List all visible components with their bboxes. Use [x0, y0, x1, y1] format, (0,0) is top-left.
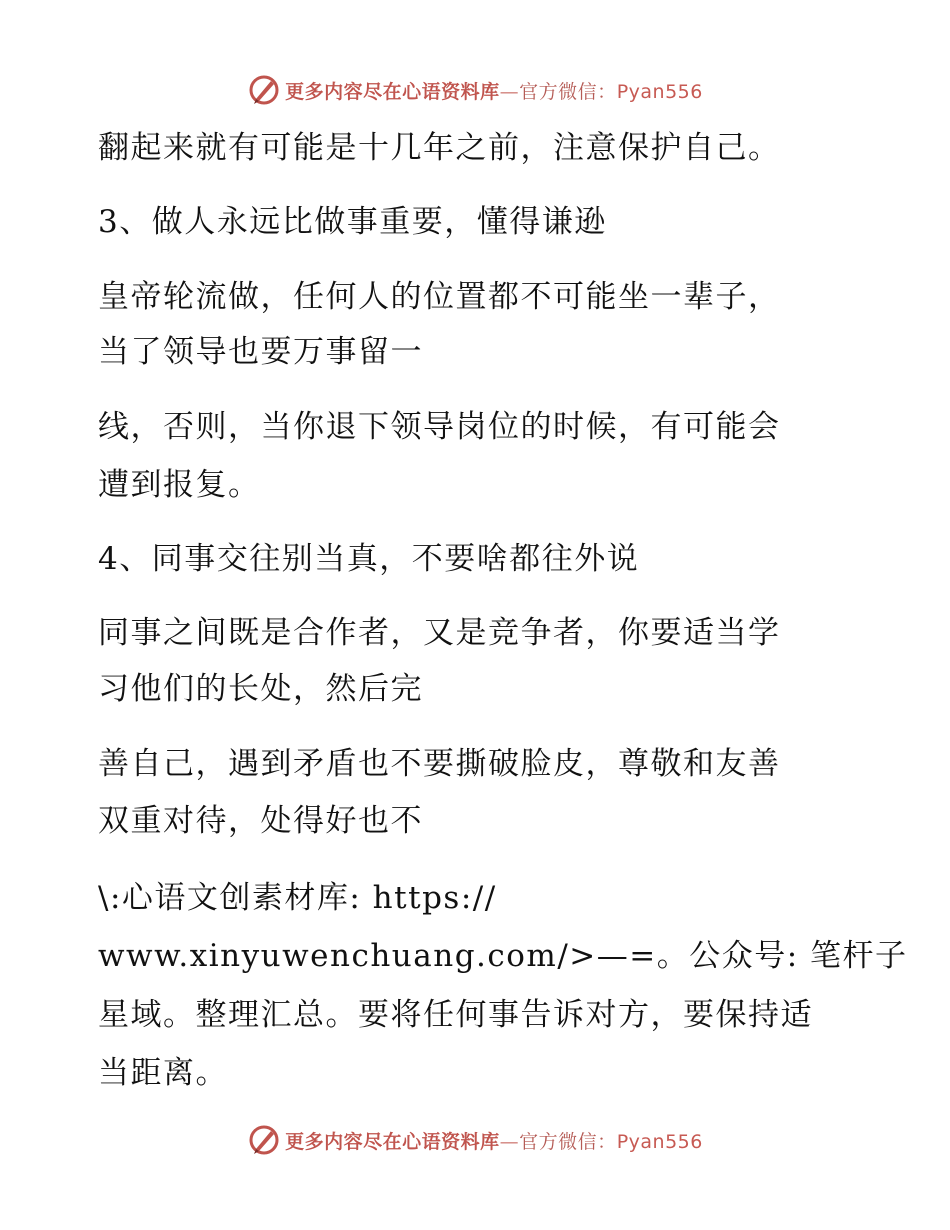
paragraph-line: 当距离。: [98, 1055, 228, 1091]
paragraph-line: 同事之间既是合作者，又是竞争者，你要适当学: [98, 615, 781, 651]
paragraph-line: www.xinyuwenchuang.com/>—=。公众号: 笔杆子: [98, 938, 908, 974]
paragraph-line: 善自己，遇到矛盾也不要撕破脸皮，尊敬和友善: [98, 746, 781, 782]
pen-logo-icon: [247, 1123, 281, 1157]
paragraph-line: 遭到报复。: [98, 467, 261, 503]
footer-banner-text: 更多内容尽在心语资料库—官方微信：Pyan556: [285, 1130, 703, 1153]
header-banner-text: 更多内容尽在心语资料库—官方微信：Pyan556: [285, 80, 703, 103]
pen-logo-icon: [247, 73, 281, 107]
paragraph-line: 当了领导也要万事留一: [98, 334, 423, 370]
paragraph-line: 翻起来就有可能是十几年之前，注意保护自己。: [98, 130, 781, 166]
paragraph-line: 习他们的长处，然后完: [98, 671, 423, 707]
footer-banner: [0, 1120, 950, 1160]
paragraph-line: 皇帝轮流做，任何人的位置都不可能坐一辈子，: [98, 279, 781, 315]
header-banner: [0, 70, 950, 110]
paragraph-line: \:心语文创素材库: https://: [98, 880, 497, 916]
section-heading-4: 4、同事交往别当真，不要啥都往外说: [98, 541, 640, 577]
paragraph-line: 线，否则，当你退下领导岗位的时候，有可能会: [98, 409, 781, 445]
section-heading-3: 3、做人永远比做事重要，懂得谦逊: [98, 204, 607, 240]
paragraph-line: 双重对待，处得好也不: [98, 803, 423, 839]
paragraph-line: 星域。整理汇总。要将任何事告诉对方，要保持适: [98, 997, 813, 1033]
